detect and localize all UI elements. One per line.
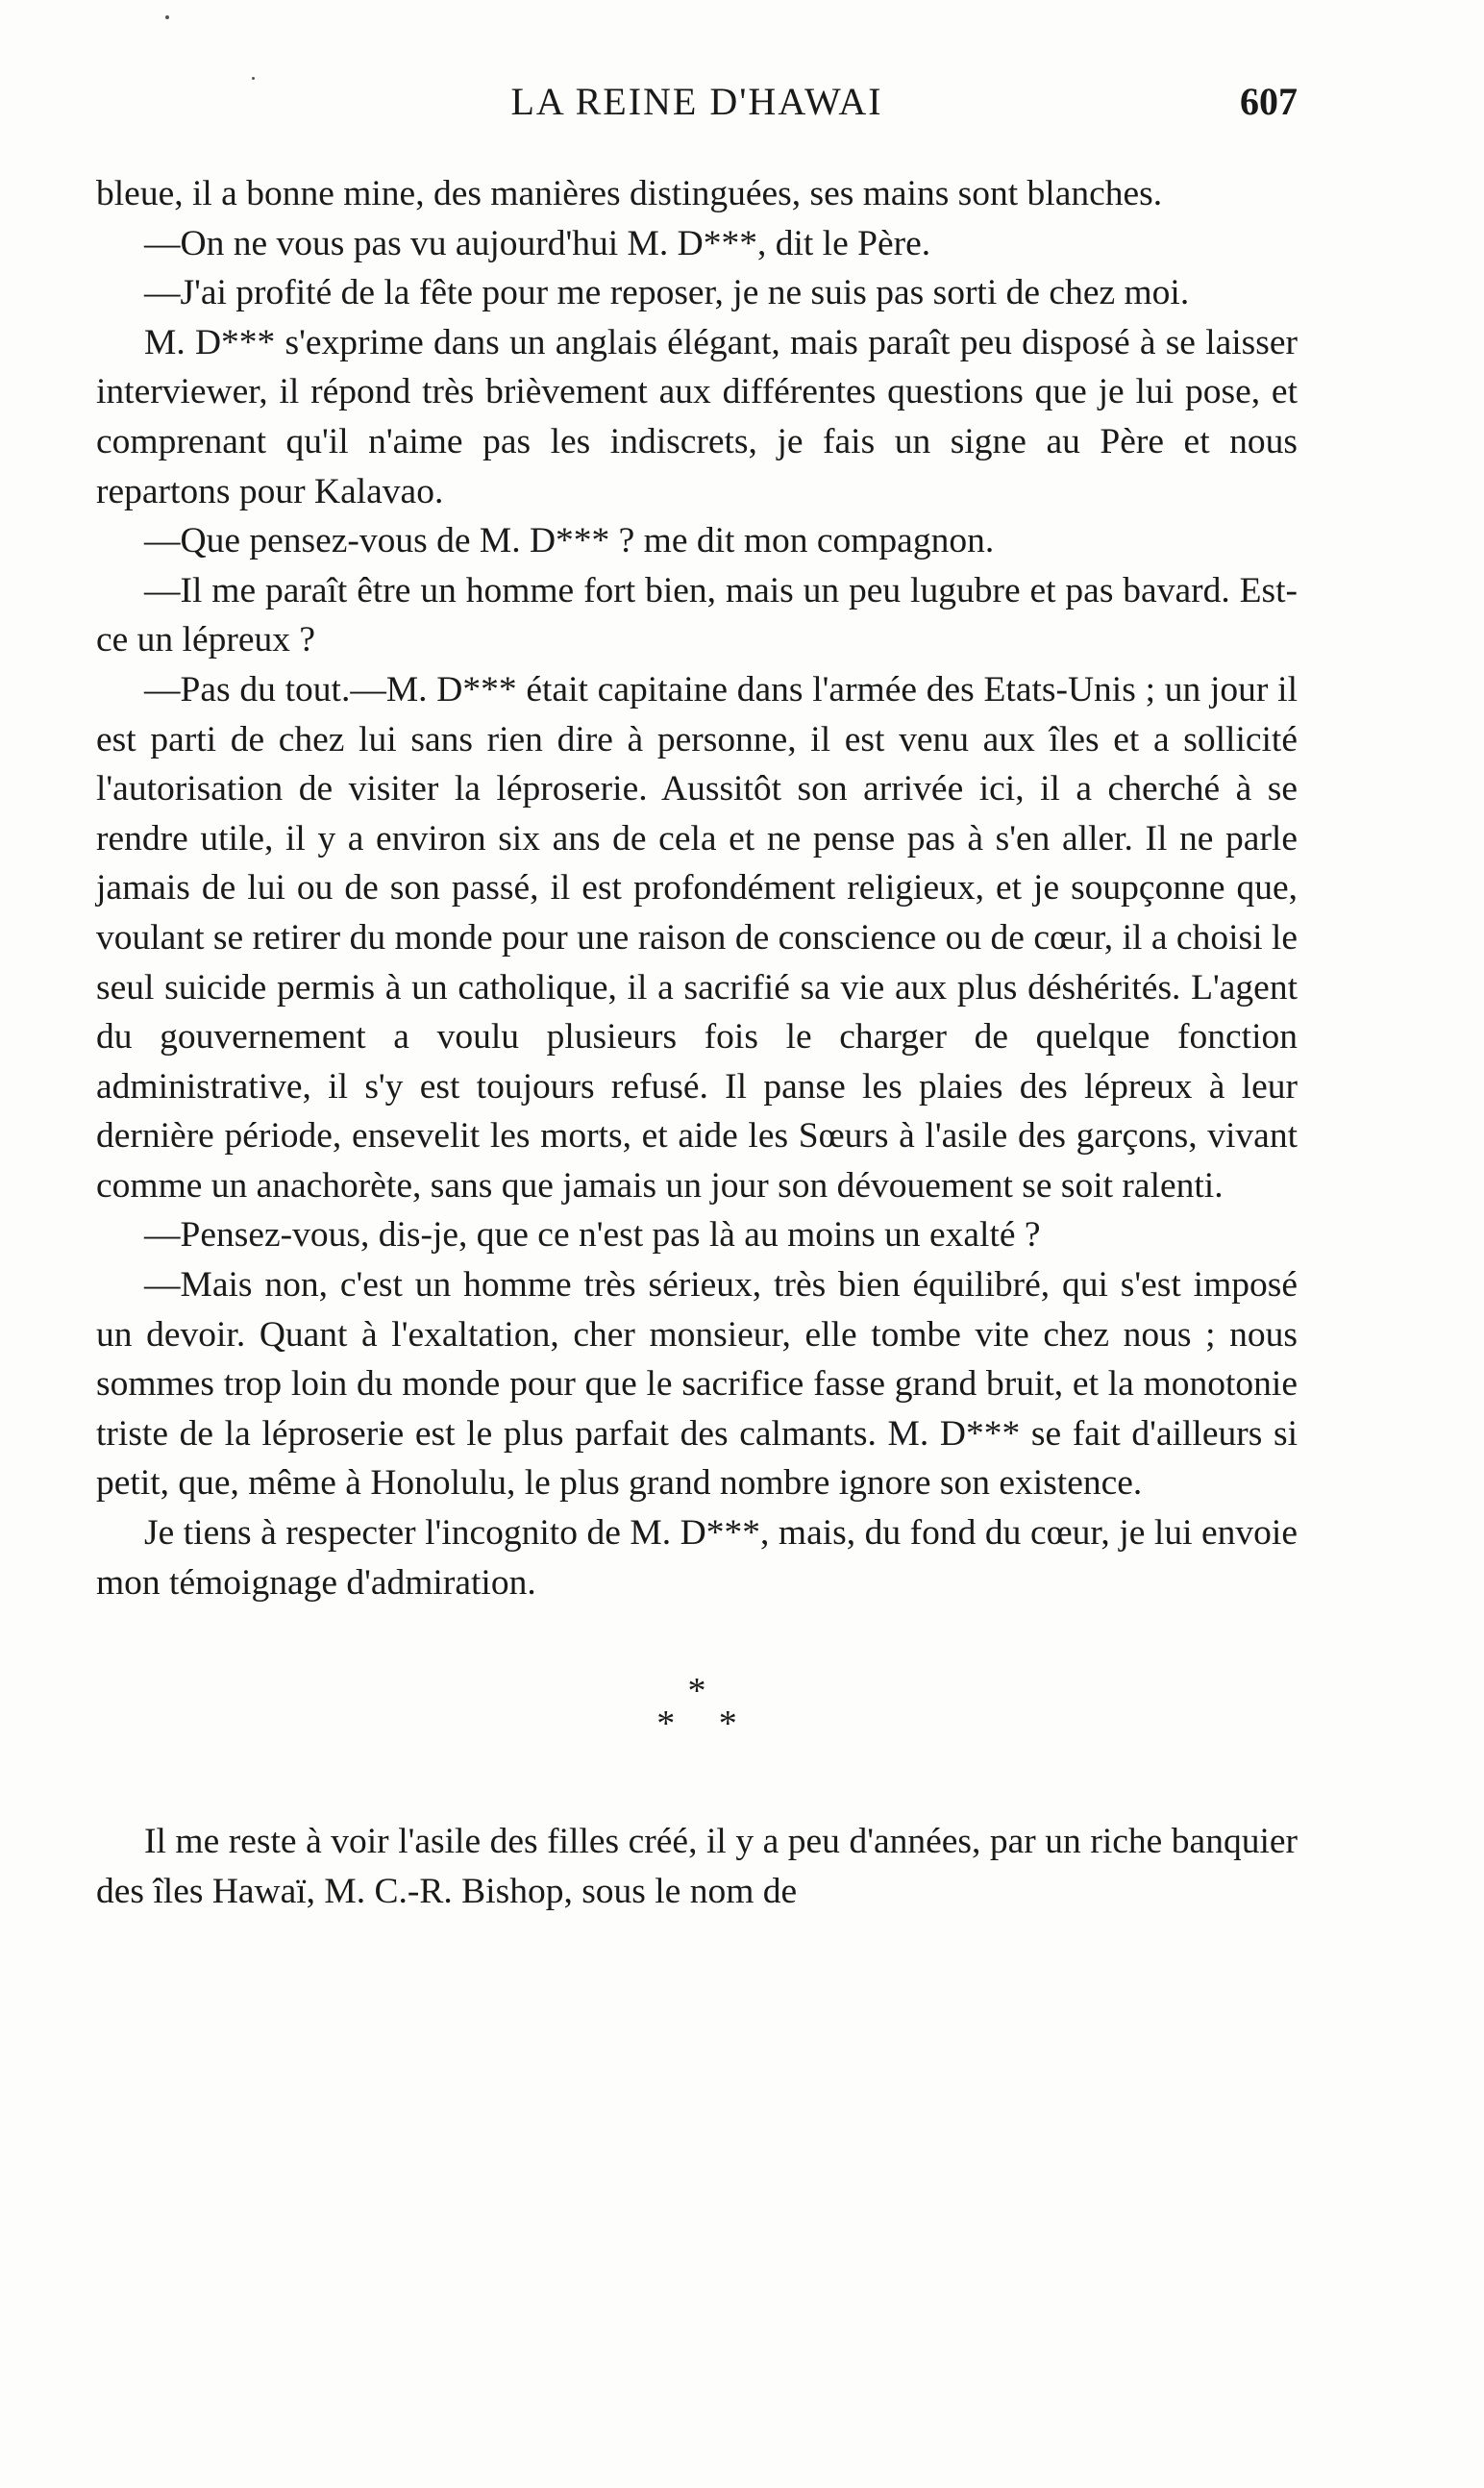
asterism-bottom: * * xyxy=(656,1704,754,1745)
section-separator xyxy=(96,1671,1298,1745)
page-number: 607 xyxy=(1240,80,1298,123)
paragraph: —Que pensez-vous de M. D*** ? me dit mon compagnon. xyxy=(144,521,995,561)
paragraph: —Mais non, c'est un homme très sérieux, très bien équilibré, qui s'est imposé un devoir. Quant à l'exaltation, cher monsieur, elle tombe vite chez nous ; nous sommes trop loin du monde pour que le sacrifice fasse grand bruit, et la monotonie triste de la léproserie est le plus parfait des calmants. M. D*** se fait d'ailleurs si petit, que, même à Honolulu, le plus grand nombre ignore son existence. xyxy=(96,1265,1298,1504)
paragraph: Je tiens à respecter l'incognito de M. D***, mais, du fond du cœur, je lui envoie mon témoignage d'admiration. xyxy=(96,1513,1298,1603)
paragraph: M. D*** s'exprime dans un anglais élégant, mais paraît peu disposé à se laisser interviewer, il répond très brièvement aux différentes questions que je lui pose, et comprenant qu'il n'aime pas les indiscrets, je fais un signe au Père et nous repartons pour Kalavao. xyxy=(96,322,1298,511)
paragraph: Il me reste à voir l'asile des filles créé, il y a peu d'années, par un riche banquier des îles Hawaï, M. C.-R. Bishop, sous le nom de xyxy=(96,1822,1298,1911)
running-title: LA REINE D'HAWAI xyxy=(510,80,883,123)
paragraph: —Pas du tout.—M. D*** était capitaine dans l'armée des Etats-Unis ; un jour il est parti de chez lui sans rien dire à personne, il est venu aux îles et a sollicité l'autorisation de visiter la léproserie. Aussitôt son arrivée ici, il a cherché à se rendre utile, il y a environ six ans de cela et ne pense pas à s'en aller. Il ne parle jamais de lui ou de son passé, il est profondément religieux, et je soupçonne que, voulant se retirer du monde pour une raison de conscience ou de cœur, il a choisi le seul suicide permis à un catholique, il a sacrifié sa vie aux plus déshérités. L'agent du gouvernement a voulu plusieurs fois le charger de quelque fonction administrative, il s'y est toujours refusé. Il panse les plaies des lépreux à leur dernière période, ensevelit les morts, et aide les Sœurs à l'asile des garçons, vivant comme un anachorète, sans que jamais un jour son dévouement se soit ralenti. xyxy=(96,669,1298,1206)
paragraph: —On ne vous pas vu aujourd'hui M. D***, dit le Père. xyxy=(144,223,931,263)
page-header xyxy=(96,79,1298,137)
paragraph: —J'ai profité de la fête pour me reposer, je ne suis pas sorti de chez moi. xyxy=(144,273,1190,313)
paragraph: —Pensez-vous, dis-je, que ce n'est pas là au moins un exalté ? xyxy=(144,1215,1041,1256)
paragraph: —Il me paraît être un homme fort bien, mais un peu lugubre et pas bavard. Est-ce un lépreux ? xyxy=(96,570,1298,660)
asterism-top: * xyxy=(687,1671,706,1712)
body-text xyxy=(96,169,1298,1916)
paragraph: bleue, il a bonne mine, des manières distinguées, ses mains sont blanches. xyxy=(96,174,1163,213)
ink-speck xyxy=(165,15,169,19)
